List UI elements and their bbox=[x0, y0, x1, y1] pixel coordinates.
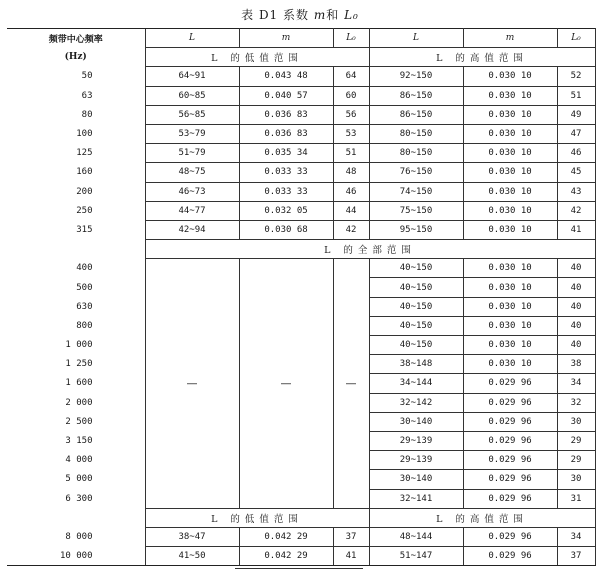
high-L0-cell: 49 bbox=[557, 105, 595, 124]
header-row bbox=[7, 29, 595, 48]
high-L-cell: 30~140 bbox=[369, 470, 463, 489]
high-L-cell: 48~144 bbox=[369, 527, 463, 546]
low-m-dash: — bbox=[239, 259, 333, 508]
low-L-cell: 41~50 bbox=[145, 547, 239, 566]
col-header-m-low: m bbox=[239, 29, 333, 48]
high-L-cell: 80~150 bbox=[369, 124, 463, 143]
low-L-cell: 56~85 bbox=[145, 105, 239, 124]
high-L-cell: 40~150 bbox=[369, 278, 463, 297]
frequency-cell: 125 bbox=[76, 148, 93, 159]
title-L0: L₀ bbox=[344, 8, 359, 22]
frequency-cell: 200 bbox=[76, 186, 93, 197]
col-header-L0-low: L₀ bbox=[333, 29, 369, 48]
high-L0-cell: 47 bbox=[557, 124, 595, 143]
frequency-cell: 2 000 bbox=[65, 397, 93, 408]
high-L-cell: 51~147 bbox=[369, 547, 463, 566]
table-row bbox=[7, 105, 595, 124]
high-L-cell: 40~150 bbox=[369, 336, 463, 355]
low-L0-cell: 44 bbox=[333, 201, 369, 220]
title-m: m bbox=[313, 8, 327, 22]
low-m-cell: 0.043 48 bbox=[239, 67, 333, 86]
frequency-cell: 10 000 bbox=[7, 547, 145, 566]
table-row bbox=[7, 163, 595, 182]
high-m-cell: 0.030 10 bbox=[463, 105, 557, 124]
high-L0-cell: 40 bbox=[557, 297, 595, 316]
table-row bbox=[7, 86, 595, 105]
low-m-cell: 0.040 57 bbox=[239, 86, 333, 105]
high-L-cell: 34~144 bbox=[369, 374, 463, 393]
high-L-cell: 76~150 bbox=[369, 163, 463, 182]
high-L-cell: 74~150 bbox=[369, 182, 463, 201]
high-L0-cell: 40 bbox=[557, 278, 595, 297]
col-header-L0-high: L₀ bbox=[557, 29, 595, 48]
high-L-cell: 86~150 bbox=[369, 86, 463, 105]
low-L0-cell: 51 bbox=[333, 144, 369, 163]
table-row bbox=[7, 259, 595, 278]
low-L-cell: 42~94 bbox=[145, 220, 239, 239]
high-L0-cell: 43 bbox=[557, 182, 595, 201]
frequency-cell: 400 bbox=[76, 263, 93, 274]
frequency-cell: 1 000 bbox=[65, 340, 93, 351]
high-L0-cell: 40 bbox=[557, 336, 595, 355]
band-full-range: L 的全部范围 bbox=[145, 240, 595, 259]
high-m-cell: 0.029 96 bbox=[463, 412, 557, 431]
high-L-cell: 40~150 bbox=[369, 259, 463, 278]
frequency-cell: 5 000 bbox=[65, 474, 93, 485]
frequency-cell: 63 bbox=[81, 90, 93, 101]
table-row bbox=[7, 144, 595, 163]
high-L0-cell: 29 bbox=[557, 451, 595, 470]
table-row bbox=[7, 201, 595, 220]
table-row bbox=[7, 547, 595, 566]
high-m-cell: 0.029 96 bbox=[463, 431, 557, 450]
high-L0-cell: 46 bbox=[557, 144, 595, 163]
high-L-cell: 32~141 bbox=[369, 489, 463, 508]
high-L0-cell: 52 bbox=[557, 67, 595, 86]
frequency-cell: 630 bbox=[76, 301, 93, 312]
high-L0-cell: 38 bbox=[557, 355, 595, 374]
table-row bbox=[7, 182, 595, 201]
low-m-cell: 0.035 34 bbox=[239, 144, 333, 163]
low-L-cell: 38~47 bbox=[145, 527, 239, 546]
freq-header-line2: (Hz) bbox=[64, 52, 87, 63]
high-m-cell: 0.030 10 bbox=[463, 259, 557, 278]
high-m-cell: 0.030 10 bbox=[463, 163, 557, 182]
frequency-cell: 4 000 bbox=[65, 455, 93, 466]
low-L-dash: — bbox=[145, 259, 239, 508]
low-L0-cell: 46 bbox=[333, 182, 369, 201]
high-L0-cell: 40 bbox=[557, 316, 595, 335]
low-L0-cell: 56 bbox=[333, 105, 369, 124]
high-L-cell: 40~150 bbox=[369, 316, 463, 335]
high-L-cell: 38~148 bbox=[369, 355, 463, 374]
low-m-cell: 0.033 33 bbox=[239, 163, 333, 182]
frequency-cell: 800 bbox=[76, 320, 93, 331]
high-m-cell: 0.030 10 bbox=[463, 67, 557, 86]
low-m-cell: 0.032 05 bbox=[239, 201, 333, 220]
high-m-cell: 0.030 10 bbox=[463, 220, 557, 239]
table-row bbox=[7, 527, 595, 546]
freq-empty-cell bbox=[7, 508, 145, 527]
high-L0-cell: 37 bbox=[557, 547, 595, 566]
frequency-cell: 6 300 bbox=[65, 493, 93, 504]
col-header-L-low: L bbox=[145, 29, 239, 48]
high-L-cell: 30~140 bbox=[369, 412, 463, 431]
low-L-cell: 44~77 bbox=[145, 201, 239, 220]
freq-empty-cell bbox=[7, 240, 145, 259]
frequency-cell: 500 bbox=[76, 282, 93, 293]
high-m-cell: 0.029 96 bbox=[463, 489, 557, 508]
low-m-cell: 0.042 29 bbox=[239, 527, 333, 546]
low-L-cell: 53~79 bbox=[145, 124, 239, 143]
frequency-cell: 100 bbox=[76, 129, 93, 140]
frequency-cell: 315 bbox=[76, 224, 93, 235]
high-m-cell: 0.030 10 bbox=[463, 316, 557, 335]
high-L-cell: 86~150 bbox=[369, 105, 463, 124]
col-header-L-high: L bbox=[369, 29, 463, 48]
high-L0-cell: 41 bbox=[557, 220, 595, 239]
high-L0-cell: 45 bbox=[557, 163, 595, 182]
high-L-cell: 29~139 bbox=[369, 431, 463, 450]
high-L0-cell: 40 bbox=[557, 259, 595, 278]
high-m-cell: 0.030 10 bbox=[463, 355, 557, 374]
low-L-cell: 48~75 bbox=[145, 163, 239, 182]
low-L-cell: 51~79 bbox=[145, 144, 239, 163]
band-row-1 bbox=[7, 48, 595, 67]
high-m-cell: 0.029 96 bbox=[463, 547, 557, 566]
high-m-cell: 0.030 10 bbox=[463, 336, 557, 355]
low-L0-cell: 42 bbox=[333, 220, 369, 239]
low-L0-dash: — bbox=[333, 259, 369, 508]
low-L0-cell: 53 bbox=[333, 124, 369, 143]
band-low-range-2: L 的低值范围 bbox=[145, 508, 369, 527]
footer-rule bbox=[235, 568, 363, 569]
high-m-cell: 0.030 10 bbox=[463, 86, 557, 105]
low-L-cell: 64~91 bbox=[145, 67, 239, 86]
high-L0-cell: 42 bbox=[557, 201, 595, 220]
table-row bbox=[7, 67, 595, 86]
band-high-range-2: L 的高值范围 bbox=[369, 508, 595, 527]
band-row-2 bbox=[7, 240, 595, 259]
band-row-3 bbox=[7, 508, 595, 527]
low-m-cell: 0.033 33 bbox=[239, 182, 333, 201]
frequency-cell: 2 500 bbox=[65, 416, 93, 427]
high-L-cell: 40~150 bbox=[369, 297, 463, 316]
low-m-cell: 0.036 83 bbox=[239, 124, 333, 143]
low-L0-cell: 41 bbox=[333, 547, 369, 566]
high-L0-cell: 30 bbox=[557, 412, 595, 431]
low-m-cell: 0.036 83 bbox=[239, 105, 333, 124]
high-L-cell: 32~142 bbox=[369, 393, 463, 412]
high-L0-cell: 34 bbox=[557, 527, 595, 546]
frequency-cell: 160 bbox=[76, 167, 93, 178]
high-L-cell: 75~150 bbox=[369, 201, 463, 220]
frequency-cell: 50 bbox=[81, 71, 93, 82]
high-L-cell: 29~139 bbox=[369, 451, 463, 470]
table-row bbox=[7, 220, 595, 239]
high-L0-cell: 31 bbox=[557, 489, 595, 508]
low-m-cell: 0.042 29 bbox=[239, 547, 333, 566]
low-L0-cell: 48 bbox=[333, 163, 369, 182]
frequency-cell: 1 250 bbox=[65, 359, 93, 370]
high-L0-cell: 51 bbox=[557, 86, 595, 105]
high-m-cell: 0.029 96 bbox=[463, 393, 557, 412]
high-L0-cell: 30 bbox=[557, 470, 595, 489]
high-m-cell: 0.029 96 bbox=[463, 451, 557, 470]
high-m-cell: 0.030 10 bbox=[463, 144, 557, 163]
high-m-cell: 0.030 10 bbox=[463, 182, 557, 201]
low-L0-cell: 64 bbox=[333, 67, 369, 86]
low-L0-cell: 60 bbox=[333, 86, 369, 105]
low-m-cell: 0.030 68 bbox=[239, 220, 333, 239]
frequency-cell: 8 000 bbox=[65, 531, 93, 542]
high-m-cell: 0.030 10 bbox=[463, 124, 557, 143]
high-L-cell: 80~150 bbox=[369, 144, 463, 163]
high-m-cell: 0.029 96 bbox=[463, 527, 557, 546]
high-L0-cell: 29 bbox=[557, 431, 595, 450]
table-row bbox=[7, 124, 595, 143]
frequency-cell: 3 150 bbox=[65, 436, 93, 447]
band-high-range: L 的高值范围 bbox=[369, 48, 595, 67]
high-m-cell: 0.030 10 bbox=[463, 201, 557, 220]
low-L-cell: 60~85 bbox=[145, 86, 239, 105]
title-prefix: 表 D1 系数 bbox=[241, 8, 310, 22]
freq-header-line1: 频带中心频率 bbox=[7, 29, 145, 48]
high-L0-cell: 32 bbox=[557, 393, 595, 412]
high-L0-cell: 34 bbox=[557, 374, 595, 393]
title-and: 和 bbox=[326, 8, 340, 22]
frequency-cell: 250 bbox=[76, 205, 93, 216]
high-m-cell: 0.029 96 bbox=[463, 470, 557, 489]
low-L-cell: 46~73 bbox=[145, 182, 239, 201]
col-header-m-high: m bbox=[463, 29, 557, 48]
high-L-cell: 92~150 bbox=[369, 67, 463, 86]
high-m-cell: 0.030 10 bbox=[463, 297, 557, 316]
frequency-cell: 80 bbox=[81, 109, 93, 120]
band-low-range: L 的低值范围 bbox=[145, 48, 369, 67]
high-m-cell: 0.030 10 bbox=[463, 278, 557, 297]
frequency-cell: 1 600 bbox=[65, 378, 93, 389]
high-L-cell: 95~150 bbox=[369, 220, 463, 239]
low-L0-cell: 37 bbox=[333, 527, 369, 546]
table-title bbox=[0, 6, 600, 23]
high-m-cell: 0.029 96 bbox=[463, 374, 557, 393]
coefficient-table bbox=[7, 28, 596, 566]
